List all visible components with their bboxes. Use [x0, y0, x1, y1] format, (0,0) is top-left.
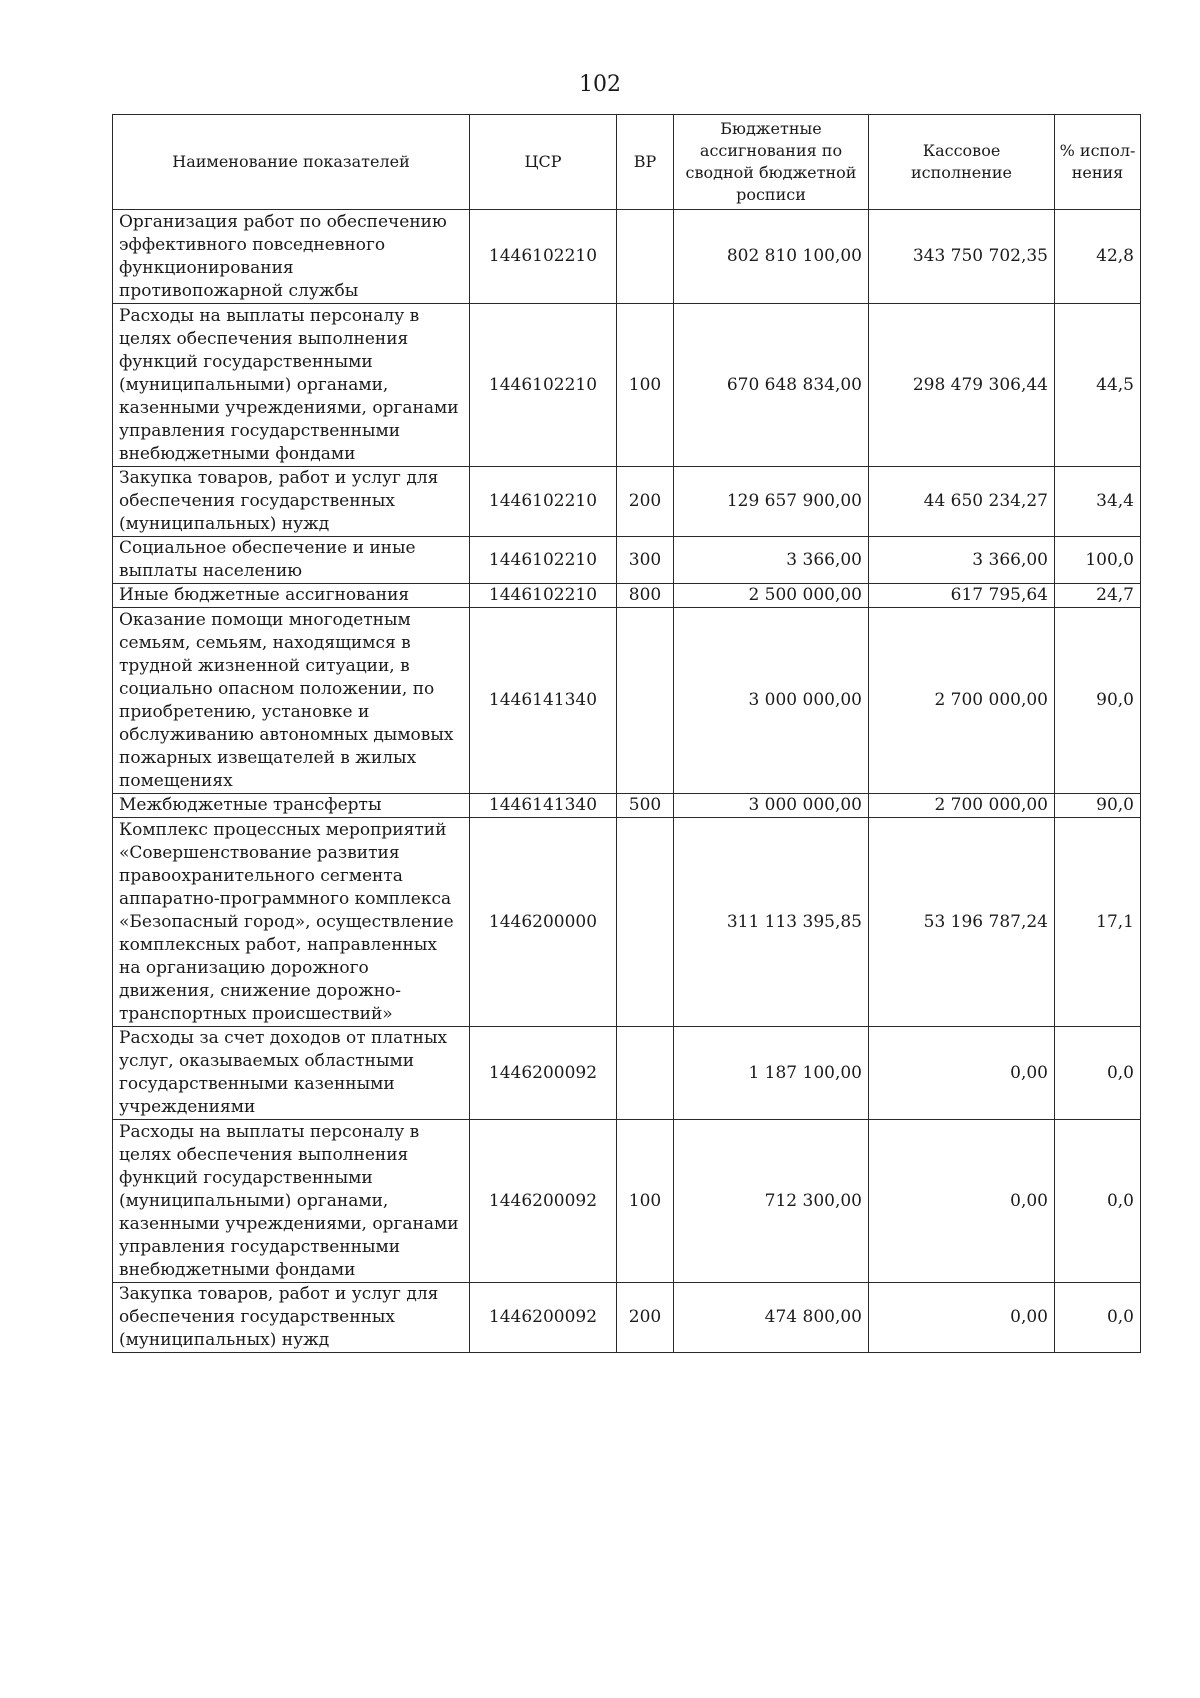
cell-pct: 0,0	[1055, 1283, 1141, 1353]
header-name: Наименование показателей	[113, 115, 470, 210]
table-row	[113, 210, 1141, 304]
cell-pct: 17,1	[1055, 818, 1141, 1027]
cell-name: Организация работ по обеспечению эффективного повседневного функционирования противопожарной службы	[113, 210, 470, 304]
header-vr: ВР	[617, 115, 674, 210]
budget-execution-table	[112, 114, 1141, 1353]
cell-csr: 1446200092	[470, 1120, 617, 1283]
cell-csr: 1446102210	[470, 304, 617, 467]
cell-budget: 2 500 000,00	[674, 584, 869, 608]
cell-pct: 42,8	[1055, 210, 1141, 304]
cell-name: Комплекс процессных мероприятий «Совершенствование развития правоохранительного сегмента аппаратно-программного комплекса «Безопасный город», осуществление комплексных работ, направленных на организацию дорожного движения, снижение дорожно-транспортных происшествий»	[113, 818, 470, 1027]
cell-cash: 0,00	[869, 1027, 1055, 1120]
cell-pct: 0,0	[1055, 1027, 1141, 1120]
header-budget: Бюджетные ассигнования по сводной бюджетной росписи	[674, 115, 869, 210]
cell-vr	[617, 818, 674, 1027]
page-number: 102	[579, 72, 621, 97]
cell-vr: 100	[617, 304, 674, 467]
table-row	[113, 467, 1141, 537]
cell-pct: 0,0	[1055, 1120, 1141, 1283]
cell-cash: 0,00	[869, 1283, 1055, 1353]
table-header-row	[113, 115, 1141, 210]
cell-pct: 90,0	[1055, 794, 1141, 818]
table-row	[113, 608, 1141, 794]
cell-vr	[617, 608, 674, 794]
table-row	[113, 584, 1141, 608]
cell-vr: 200	[617, 1283, 674, 1353]
cell-vr: 200	[617, 467, 674, 537]
cell-budget: 3 000 000,00	[674, 794, 869, 818]
cell-cash: 3 366,00	[869, 537, 1055, 584]
cell-budget: 712 300,00	[674, 1120, 869, 1283]
cell-pct: 24,7	[1055, 584, 1141, 608]
cell-budget: 670 648 834,00	[674, 304, 869, 467]
cell-name: Закупка товаров, работ и услуг для обеспечения государственных (муниципальных) нужд	[113, 1283, 470, 1353]
cell-cash: 0,00	[869, 1120, 1055, 1283]
cell-pct: 34,4	[1055, 467, 1141, 537]
cell-cash: 2 700 000,00	[869, 608, 1055, 794]
header-csr: ЦСР	[470, 115, 617, 210]
cell-csr: 1446102210	[470, 467, 617, 537]
table-row	[113, 818, 1141, 1027]
cell-vr: 100	[617, 1120, 674, 1283]
cell-csr: 1446200092	[470, 1283, 617, 1353]
cell-name: Расходы на выплаты персоналу в целях обеспечения выполнения функций государственными (муниципальными) органами, казенными учреждениями, органами управления государственными внебюджетными фондами	[113, 1120, 470, 1283]
cell-cash: 44 650 234,27	[869, 467, 1055, 537]
cell-budget: 129 657 900,00	[674, 467, 869, 537]
header-cash: Кассовое исполнение	[869, 115, 1055, 210]
cell-budget: 3 366,00	[674, 537, 869, 584]
cell-budget: 311 113 395,85	[674, 818, 869, 1027]
cell-csr: 1446102210	[470, 210, 617, 304]
cell-pct: 44,5	[1055, 304, 1141, 467]
table-row	[113, 1027, 1141, 1120]
cell-pct: 100,0	[1055, 537, 1141, 584]
cell-csr: 1446200092	[470, 1027, 617, 1120]
cell-name: Иные бюджетные ассигнования	[113, 584, 470, 608]
cell-name: Социальное обеспечение и иные выплаты населению	[113, 537, 470, 584]
cell-vr	[617, 1027, 674, 1120]
cell-vr: 500	[617, 794, 674, 818]
cell-budget: 1 187 100,00	[674, 1027, 869, 1120]
table-row	[113, 1120, 1141, 1283]
cell-csr: 1446141340	[470, 794, 617, 818]
table-row	[113, 304, 1141, 467]
cell-name: Расходы за счет доходов от платных услуг, оказываемых областными государственными казенными учреждениями	[113, 1027, 470, 1120]
cell-budget: 802 810 100,00	[674, 210, 869, 304]
cell-cash: 2 700 000,00	[869, 794, 1055, 818]
table-row	[113, 794, 1141, 818]
cell-cash: 617 795,64	[869, 584, 1055, 608]
cell-csr: 1446102210	[470, 584, 617, 608]
cell-csr: 1446200000	[470, 818, 617, 1027]
cell-cash: 53 196 787,24	[869, 818, 1055, 1027]
cell-vr	[617, 210, 674, 304]
table-row	[113, 537, 1141, 584]
header-pct: % испол-нения	[1055, 115, 1141, 210]
cell-budget: 3 000 000,00	[674, 608, 869, 794]
cell-name: Межбюджетные трансферты	[113, 794, 470, 818]
table-body	[113, 210, 1141, 1353]
table-row	[113, 1283, 1141, 1353]
cell-csr: 1446141340	[470, 608, 617, 794]
cell-vr: 800	[617, 584, 674, 608]
cell-cash: 343 750 702,35	[869, 210, 1055, 304]
cell-pct: 90,0	[1055, 608, 1141, 794]
cell-vr: 300	[617, 537, 674, 584]
cell-name: Оказание помощи многодетным семьям, семьям, находящимся в трудной жизненной ситуации, в социально опасном положении, по приобретению, установке и обслуживанию автономных дымовых пожарных извещателей в жилых помещениях	[113, 608, 470, 794]
cell-budget: 474 800,00	[674, 1283, 869, 1353]
cell-csr: 1446102210	[470, 537, 617, 584]
cell-name: Расходы на выплаты персоналу в целях обеспечения выполнения функций государственными (муниципальными) органами, казенными учреждениями, органами управления государственными внебюджетными фондами	[113, 304, 470, 467]
cell-cash: 298 479 306,44	[869, 304, 1055, 467]
cell-name: Закупка товаров, работ и услуг для обеспечения государственных (муниципальных) нужд	[113, 467, 470, 537]
